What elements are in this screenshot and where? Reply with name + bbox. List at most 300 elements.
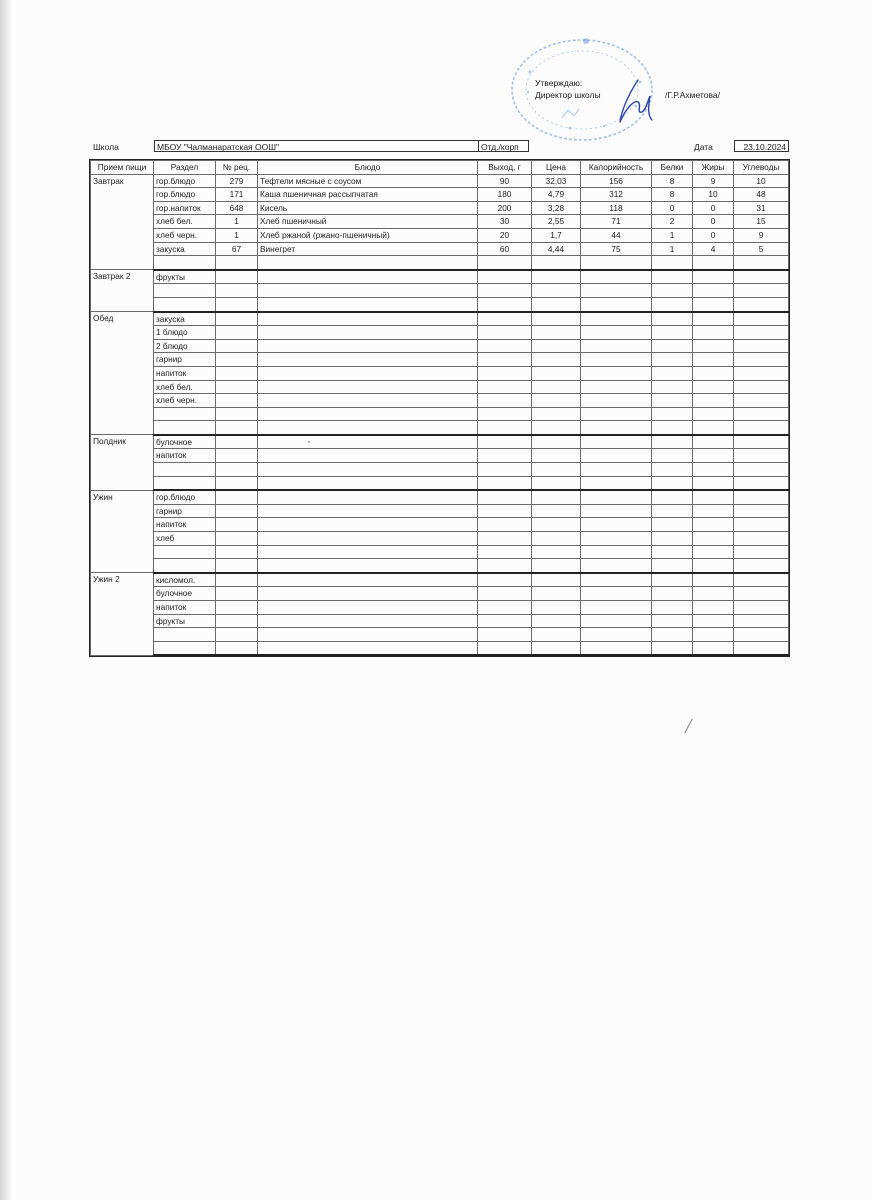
fat-cell bbox=[693, 504, 734, 518]
table-row bbox=[91, 490, 789, 504]
section-cell: булочное bbox=[154, 435, 216, 449]
yield-cell bbox=[478, 326, 532, 340]
protein-cell bbox=[652, 339, 693, 353]
table-row bbox=[91, 228, 789, 242]
protein-cell bbox=[652, 449, 693, 463]
calories-cell: 75 bbox=[581, 242, 652, 256]
dish-cell bbox=[258, 394, 478, 408]
protein-cell bbox=[652, 559, 693, 573]
protein-cell bbox=[652, 312, 693, 326]
price-cell bbox=[532, 380, 581, 394]
calories-cell bbox=[581, 366, 652, 380]
calories-cell: 156 bbox=[581, 174, 652, 188]
calories-cell bbox=[581, 641, 652, 655]
table-header-row bbox=[91, 161, 789, 175]
yield-cell bbox=[478, 628, 532, 642]
dish-cell bbox=[258, 587, 478, 601]
table-row bbox=[91, 463, 789, 477]
meal-cell: Полдник bbox=[91, 435, 154, 490]
recipe-cell bbox=[216, 504, 258, 518]
school-label: Школа bbox=[93, 142, 119, 152]
protein-cell bbox=[652, 380, 693, 394]
calories-cell bbox=[581, 614, 652, 628]
protein-cell bbox=[652, 490, 693, 504]
table-row bbox=[91, 573, 789, 587]
recipe-cell: 171 bbox=[216, 188, 258, 202]
table-row bbox=[91, 366, 789, 380]
calories-cell bbox=[581, 380, 652, 394]
section-cell: хлеб бел. bbox=[154, 215, 216, 229]
protein-cell bbox=[652, 326, 693, 340]
yield-cell: 20 bbox=[478, 228, 532, 242]
section-cell: напиток bbox=[154, 366, 216, 380]
protein-cell bbox=[652, 573, 693, 587]
yield-cell bbox=[478, 312, 532, 326]
carbs-cell bbox=[734, 573, 789, 587]
price-cell bbox=[532, 270, 581, 284]
meal-cell: Обед bbox=[91, 312, 154, 435]
dish-cell: Хлеб пшеничный bbox=[258, 215, 478, 229]
fat-cell bbox=[693, 312, 734, 326]
protein-cell bbox=[652, 545, 693, 559]
dish-cell bbox=[258, 573, 478, 587]
dish-cell bbox=[258, 476, 478, 490]
fat-cell bbox=[693, 407, 734, 421]
recipe-cell bbox=[216, 435, 258, 449]
col-header-yield: Выход, г bbox=[478, 161, 532, 175]
section-cell bbox=[154, 641, 216, 655]
calories-cell: 71 bbox=[581, 215, 652, 229]
calories-cell bbox=[581, 587, 652, 601]
price-cell bbox=[532, 312, 581, 326]
yield-cell bbox=[478, 407, 532, 421]
carbs-cell bbox=[734, 463, 789, 477]
price-cell bbox=[532, 353, 581, 367]
price-cell bbox=[532, 641, 581, 655]
fat-cell bbox=[693, 601, 734, 615]
protein-cell bbox=[652, 532, 693, 546]
table-row bbox=[91, 353, 789, 367]
yield-cell bbox=[478, 353, 532, 367]
protein-cell: 1 bbox=[652, 228, 693, 242]
scan-speck bbox=[308, 441, 310, 443]
section-cell: гор.блюдо bbox=[154, 174, 216, 188]
dish-cell bbox=[258, 270, 478, 284]
carbs-cell bbox=[734, 490, 789, 504]
yield-cell: 200 bbox=[478, 201, 532, 215]
table-row bbox=[91, 449, 789, 463]
calories-cell bbox=[581, 353, 652, 367]
director-signature bbox=[608, 78, 656, 126]
fat-cell bbox=[693, 353, 734, 367]
table-row bbox=[91, 284, 789, 298]
menu-table bbox=[90, 160, 789, 656]
protein-cell: 1 bbox=[652, 242, 693, 256]
recipe-cell bbox=[216, 614, 258, 628]
recipe-cell bbox=[216, 518, 258, 532]
school-name-field: МБОУ "Чалманаратская ООШ" bbox=[154, 140, 479, 152]
protein-cell: 8 bbox=[652, 174, 693, 188]
price-cell bbox=[532, 284, 581, 298]
price-cell bbox=[532, 518, 581, 532]
recipe-cell bbox=[216, 407, 258, 421]
carbs-cell bbox=[734, 628, 789, 642]
table-row bbox=[91, 628, 789, 642]
fat-cell bbox=[693, 573, 734, 587]
section-cell bbox=[154, 628, 216, 642]
col-header-price: Цена bbox=[532, 161, 581, 175]
dish-cell bbox=[258, 518, 478, 532]
recipe-cell bbox=[216, 366, 258, 380]
table-row bbox=[91, 504, 789, 518]
dish-cell bbox=[258, 256, 478, 270]
carbs-cell bbox=[734, 601, 789, 615]
carbs-cell bbox=[734, 504, 789, 518]
section-cell: хлеб bbox=[154, 532, 216, 546]
price-cell bbox=[532, 601, 581, 615]
section-cell bbox=[154, 284, 216, 298]
yield-cell bbox=[478, 256, 532, 270]
meal-cell: Ужин bbox=[91, 490, 154, 573]
yield-cell bbox=[478, 380, 532, 394]
price-cell bbox=[532, 559, 581, 573]
fat-cell bbox=[693, 476, 734, 490]
recipe-cell bbox=[216, 476, 258, 490]
price-cell bbox=[532, 532, 581, 546]
section-cell: булочное bbox=[154, 587, 216, 601]
date-label: Дата bbox=[694, 142, 713, 152]
fat-cell bbox=[693, 380, 734, 394]
price-cell bbox=[532, 256, 581, 270]
calories-cell bbox=[581, 407, 652, 421]
fat-cell bbox=[693, 545, 734, 559]
fat-cell bbox=[693, 270, 734, 284]
recipe-cell bbox=[216, 394, 258, 408]
fat-cell bbox=[693, 559, 734, 573]
section-cell: гарнир bbox=[154, 353, 216, 367]
department-field: Отд./корп bbox=[479, 140, 529, 152]
recipe-cell: 1 bbox=[216, 228, 258, 242]
yield-cell bbox=[478, 394, 532, 408]
table-row bbox=[91, 339, 789, 353]
fat-cell bbox=[693, 394, 734, 408]
carbs-cell bbox=[734, 297, 789, 311]
carbs-cell bbox=[734, 532, 789, 546]
protein-cell bbox=[652, 353, 693, 367]
price-cell: 4,79 bbox=[532, 188, 581, 202]
protein-cell bbox=[652, 421, 693, 435]
dish-cell bbox=[258, 532, 478, 546]
yield-cell bbox=[478, 545, 532, 559]
calories-cell: 312 bbox=[581, 188, 652, 202]
yield-cell bbox=[478, 435, 532, 449]
price-cell bbox=[532, 463, 581, 477]
yield-cell bbox=[478, 463, 532, 477]
dish-cell bbox=[258, 490, 478, 504]
calories-cell bbox=[581, 601, 652, 615]
col-header-calories: Калорийность bbox=[581, 161, 652, 175]
price-cell: 3,28 bbox=[532, 201, 581, 215]
fat-cell bbox=[693, 366, 734, 380]
price-cell bbox=[532, 587, 581, 601]
protein-cell bbox=[652, 366, 693, 380]
fat-cell bbox=[693, 641, 734, 655]
yield-cell bbox=[478, 601, 532, 615]
carbs-cell bbox=[734, 421, 789, 435]
fat-cell: 0 bbox=[693, 201, 734, 215]
dish-cell: Хлеб ржаной (ржано-пшеничный) bbox=[258, 228, 478, 242]
price-cell bbox=[532, 614, 581, 628]
dish-cell bbox=[258, 641, 478, 655]
dish-cell bbox=[258, 614, 478, 628]
dish-cell bbox=[258, 339, 478, 353]
protein-cell bbox=[652, 614, 693, 628]
calories-cell bbox=[581, 297, 652, 311]
dish-cell bbox=[258, 628, 478, 642]
col-header-recipe: № рец. bbox=[216, 161, 258, 175]
fat-cell bbox=[693, 587, 734, 601]
price-cell bbox=[532, 449, 581, 463]
price-cell bbox=[532, 394, 581, 408]
section-cell bbox=[154, 463, 216, 477]
yield-cell bbox=[478, 297, 532, 311]
yield-cell bbox=[478, 559, 532, 573]
calories-cell bbox=[581, 270, 652, 284]
scan-edge-shadow bbox=[0, 0, 11, 1200]
director-name: /Г.Р.Ахметова/ bbox=[665, 90, 720, 100]
recipe-cell bbox=[216, 573, 258, 587]
dish-cell bbox=[258, 407, 478, 421]
table-row bbox=[91, 215, 789, 229]
carbs-cell: 48 bbox=[734, 188, 789, 202]
yield-cell bbox=[478, 366, 532, 380]
dish-cell: Кисель bbox=[258, 201, 478, 215]
section-cell bbox=[154, 297, 216, 311]
meal-cell: Завтрак bbox=[91, 174, 154, 270]
fat-cell: 4 bbox=[693, 242, 734, 256]
section-cell: напиток bbox=[154, 518, 216, 532]
section-cell: хлеб черн. bbox=[154, 228, 216, 242]
price-cell bbox=[532, 504, 581, 518]
table-row bbox=[91, 174, 789, 188]
price-cell bbox=[532, 326, 581, 340]
table-row bbox=[91, 641, 789, 655]
table-row bbox=[91, 601, 789, 615]
dish-cell bbox=[258, 504, 478, 518]
carbs-cell bbox=[734, 284, 789, 298]
carbs-cell: 9 bbox=[734, 228, 789, 242]
section-cell: гор.напиток bbox=[154, 201, 216, 215]
carbs-cell: 5 bbox=[734, 242, 789, 256]
section-cell bbox=[154, 545, 216, 559]
section-cell: хлеб черн. bbox=[154, 394, 216, 408]
yield-cell bbox=[478, 587, 532, 601]
calories-cell bbox=[581, 532, 652, 546]
carbs-cell bbox=[734, 407, 789, 421]
table-row bbox=[91, 312, 789, 326]
protein-cell bbox=[652, 641, 693, 655]
table-row bbox=[91, 326, 789, 340]
carbs-cell bbox=[734, 476, 789, 490]
protein-cell bbox=[652, 435, 693, 449]
calories-cell bbox=[581, 628, 652, 642]
protein-cell bbox=[652, 394, 693, 408]
carbs-cell bbox=[734, 256, 789, 270]
section-cell bbox=[154, 476, 216, 490]
price-cell bbox=[532, 407, 581, 421]
dish-cell bbox=[258, 545, 478, 559]
calories-cell bbox=[581, 545, 652, 559]
protein-cell bbox=[652, 476, 693, 490]
dish-cell: Тефтели мясные с соусом bbox=[258, 174, 478, 188]
price-cell bbox=[532, 490, 581, 504]
section-cell bbox=[154, 421, 216, 435]
price-cell bbox=[532, 435, 581, 449]
price-cell bbox=[532, 628, 581, 642]
carbs-cell bbox=[734, 587, 789, 601]
table-row bbox=[91, 532, 789, 546]
fat-cell: 0 bbox=[693, 228, 734, 242]
recipe-cell bbox=[216, 628, 258, 642]
recipe-cell: 279 bbox=[216, 174, 258, 188]
calories-cell bbox=[581, 256, 652, 270]
yield-cell bbox=[478, 573, 532, 587]
recipe-cell bbox=[216, 449, 258, 463]
date-field: 23.10.2024 bbox=[734, 140, 789, 152]
fat-cell bbox=[693, 435, 734, 449]
dish-cell bbox=[258, 380, 478, 394]
section-cell: кисломол. bbox=[154, 573, 216, 587]
col-header-fat: Жиры bbox=[693, 161, 734, 175]
yield-cell: 180 bbox=[478, 188, 532, 202]
price-cell bbox=[532, 366, 581, 380]
table-row bbox=[91, 270, 789, 284]
section-cell: напиток bbox=[154, 601, 216, 615]
protein-cell: 2 bbox=[652, 215, 693, 229]
dish-cell bbox=[258, 312, 478, 326]
yield-cell bbox=[478, 614, 532, 628]
fat-cell bbox=[693, 463, 734, 477]
section-cell: закуска bbox=[154, 312, 216, 326]
yield-cell bbox=[478, 641, 532, 655]
recipe-cell bbox=[216, 601, 258, 615]
recipe-cell bbox=[216, 380, 258, 394]
calories-cell bbox=[581, 463, 652, 477]
calories-cell bbox=[581, 504, 652, 518]
table-row bbox=[91, 201, 789, 215]
col-header-meal: Прием пищи bbox=[91, 161, 154, 175]
recipe-cell: 648 bbox=[216, 201, 258, 215]
table-row bbox=[91, 242, 789, 256]
section-cell: закуска bbox=[154, 242, 216, 256]
recipe-cell bbox=[216, 532, 258, 546]
fat-cell bbox=[693, 421, 734, 435]
yield-cell bbox=[478, 284, 532, 298]
dish-cell bbox=[258, 463, 478, 477]
dish-cell: Каша пшеничная рассыпчатая bbox=[258, 188, 478, 202]
table-row bbox=[91, 188, 789, 202]
price-cell bbox=[532, 476, 581, 490]
carbs-cell bbox=[734, 366, 789, 380]
protein-cell: 0 bbox=[652, 201, 693, 215]
calories-cell bbox=[581, 559, 652, 573]
yield-cell bbox=[478, 449, 532, 463]
recipe-cell bbox=[216, 270, 258, 284]
calories-cell bbox=[581, 490, 652, 504]
dish-cell bbox=[258, 353, 478, 367]
protein-cell bbox=[652, 407, 693, 421]
dish-cell bbox=[258, 297, 478, 311]
yield-cell bbox=[478, 421, 532, 435]
recipe-cell bbox=[216, 297, 258, 311]
fat-cell bbox=[693, 614, 734, 628]
fat-cell bbox=[693, 256, 734, 270]
carbs-cell bbox=[734, 326, 789, 340]
protein-cell bbox=[652, 297, 693, 311]
section-cell: гор.блюдо bbox=[154, 188, 216, 202]
menu-table-body bbox=[91, 174, 789, 655]
table-row bbox=[91, 614, 789, 628]
table-row bbox=[91, 407, 789, 421]
dish-cell bbox=[258, 435, 478, 449]
price-cell: 1,7 bbox=[532, 228, 581, 242]
yield-cell: 90 bbox=[478, 174, 532, 188]
recipe-cell: 1 bbox=[216, 215, 258, 229]
carbs-cell bbox=[734, 435, 789, 449]
price-cell bbox=[532, 573, 581, 587]
protein-cell bbox=[652, 284, 693, 298]
carbs-cell bbox=[734, 270, 789, 284]
recipe-cell bbox=[216, 559, 258, 573]
protein-cell bbox=[652, 601, 693, 615]
section-cell bbox=[154, 256, 216, 270]
section-cell: хлеб бел. bbox=[154, 380, 216, 394]
calories-cell: 44 bbox=[581, 228, 652, 242]
dish-cell: Винегрет bbox=[258, 242, 478, 256]
carbs-cell: 10 bbox=[734, 174, 789, 188]
table-row bbox=[91, 545, 789, 559]
protein-cell bbox=[652, 504, 693, 518]
fat-cell bbox=[693, 490, 734, 504]
table-row bbox=[91, 518, 789, 532]
yield-cell: 30 bbox=[478, 215, 532, 229]
recipe-cell bbox=[216, 641, 258, 655]
carbs-cell bbox=[734, 559, 789, 573]
dish-cell bbox=[258, 284, 478, 298]
price-cell bbox=[532, 421, 581, 435]
carbs-cell bbox=[734, 380, 789, 394]
pen-mark bbox=[684, 719, 692, 734]
yield-cell bbox=[478, 476, 532, 490]
calories-cell bbox=[581, 339, 652, 353]
fat-cell bbox=[693, 339, 734, 353]
fat-cell: 0 bbox=[693, 215, 734, 229]
calories-cell bbox=[581, 449, 652, 463]
table-row bbox=[91, 587, 789, 601]
carbs-cell bbox=[734, 614, 789, 628]
dish-cell bbox=[258, 421, 478, 435]
table-row bbox=[91, 394, 789, 408]
protein-cell bbox=[652, 256, 693, 270]
recipe-cell bbox=[216, 463, 258, 477]
carbs-cell bbox=[734, 449, 789, 463]
fat-cell bbox=[693, 326, 734, 340]
fat-cell bbox=[693, 518, 734, 532]
table-row bbox=[91, 476, 789, 490]
protein-cell bbox=[652, 587, 693, 601]
yield-cell: 60 bbox=[478, 242, 532, 256]
dish-cell bbox=[258, 449, 478, 463]
